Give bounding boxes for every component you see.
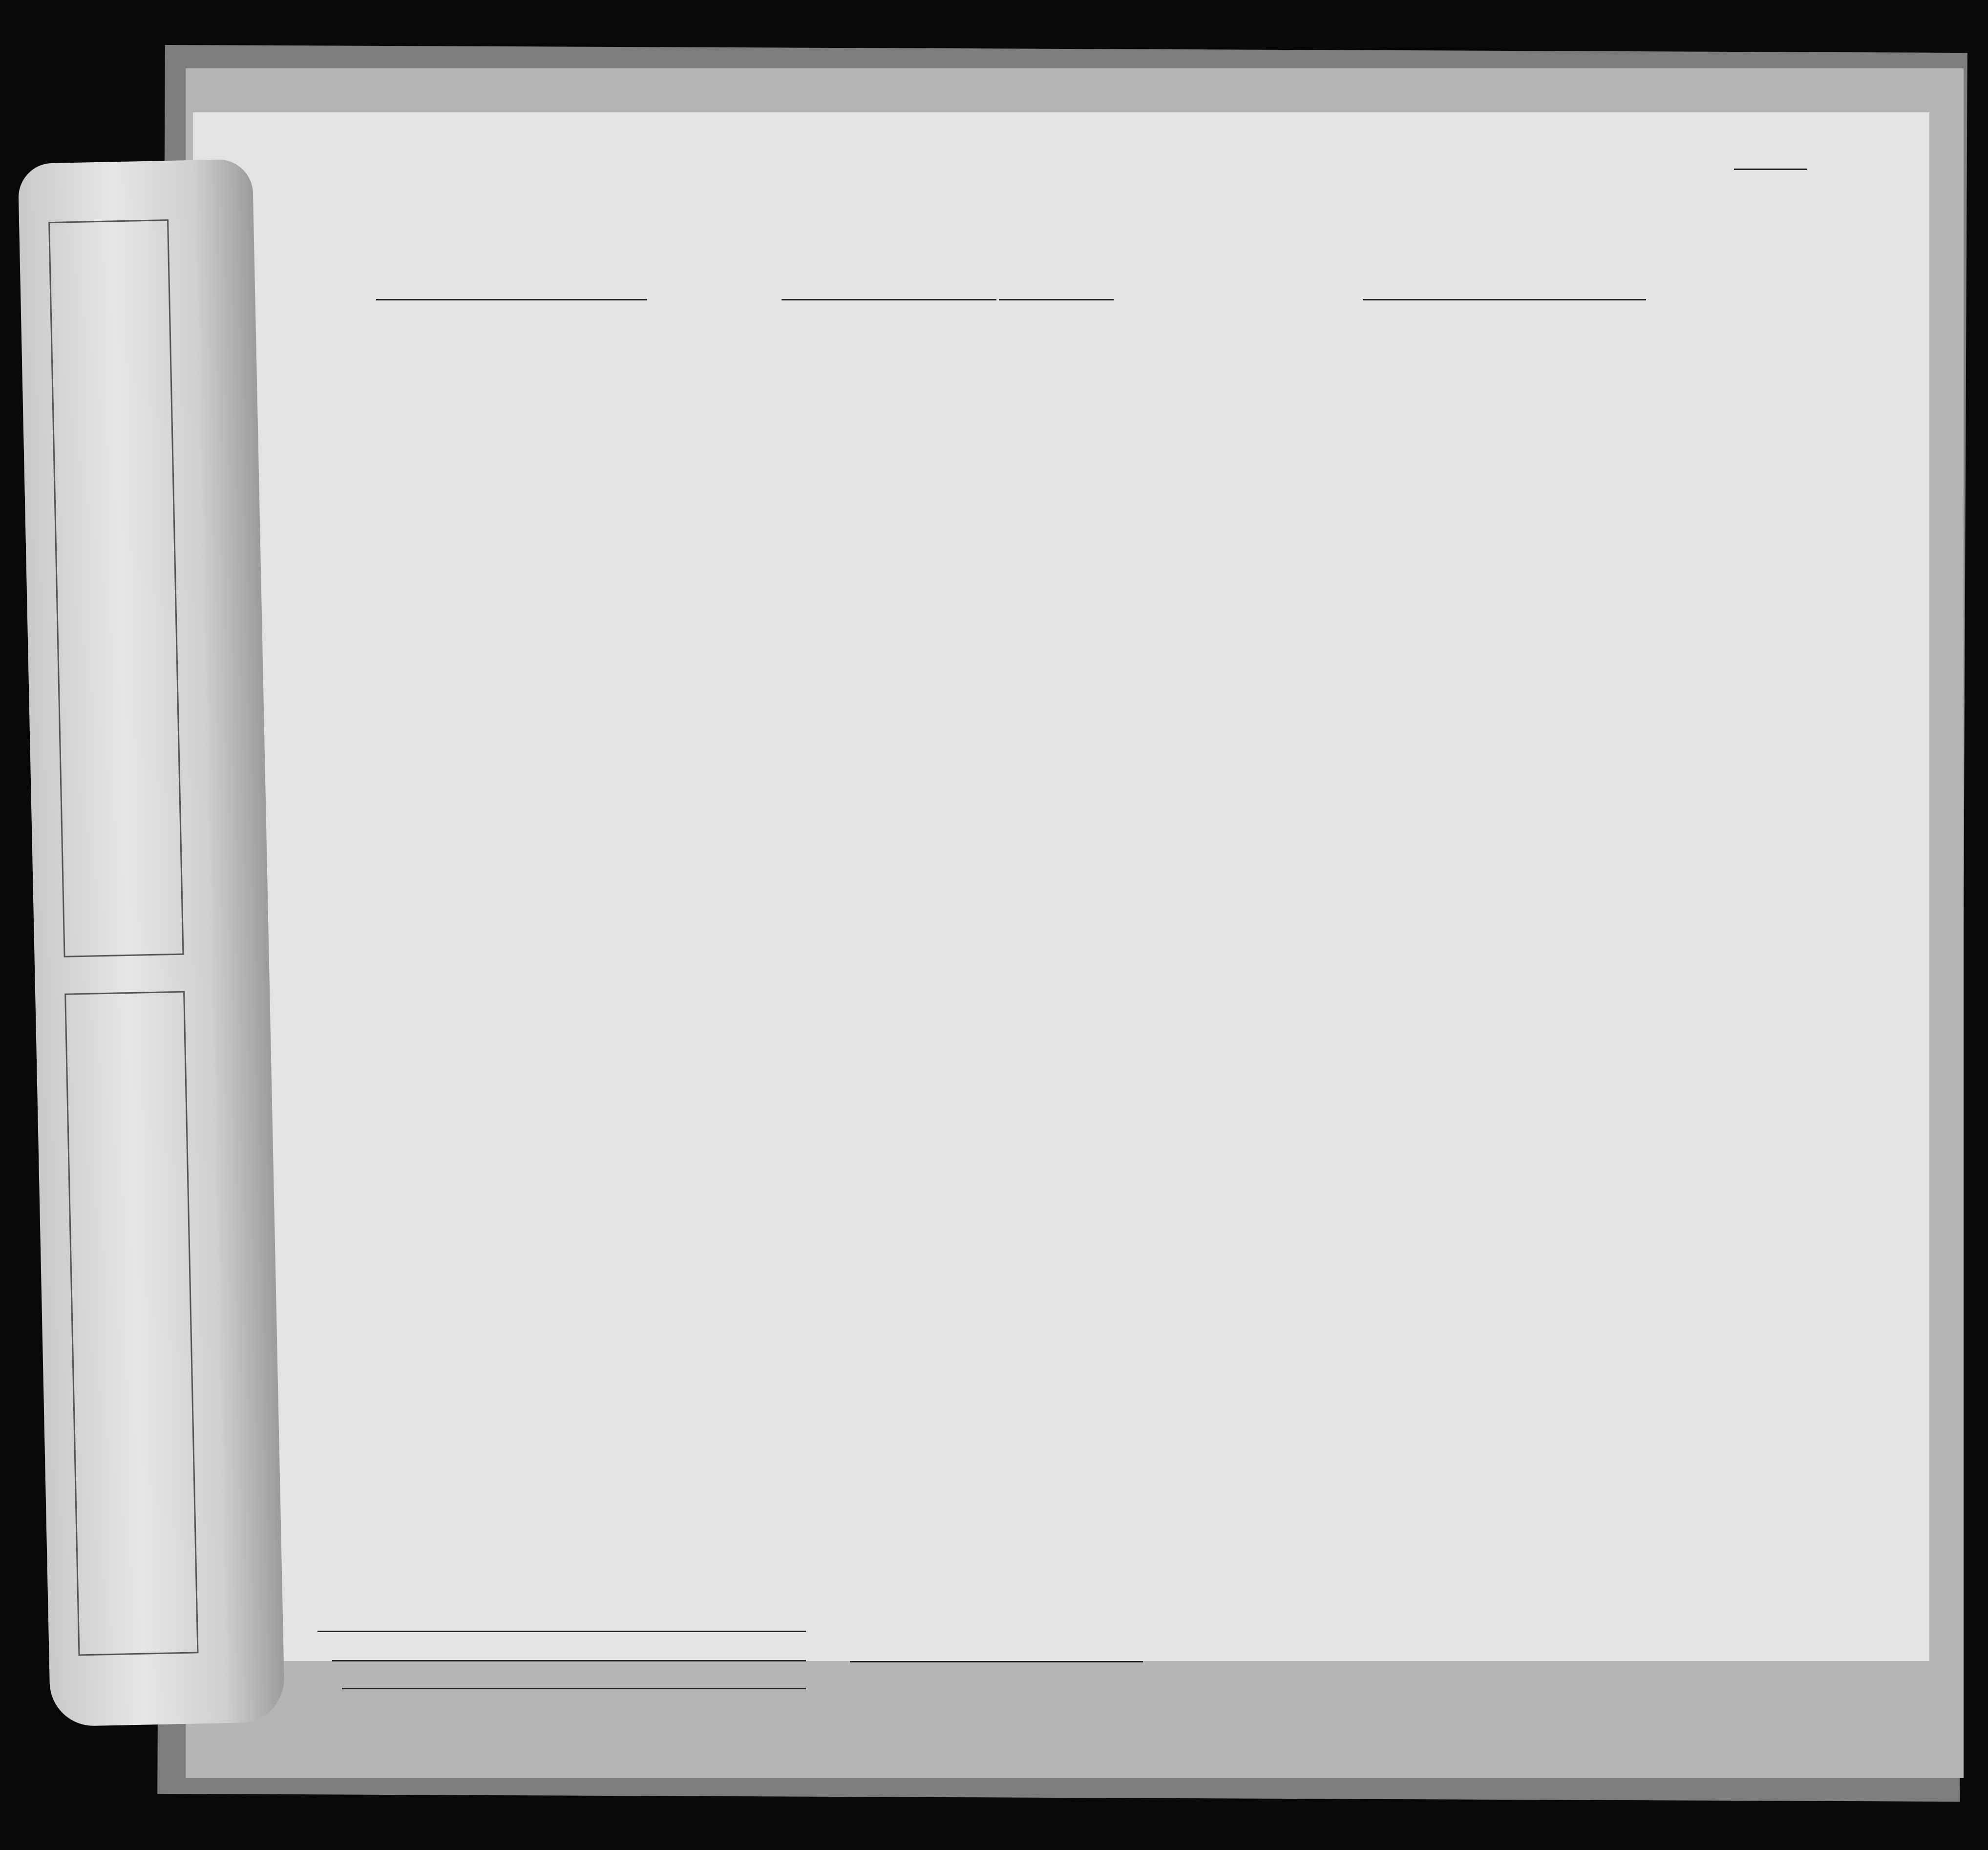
owners-underline [332,1660,806,1661]
agents-underline [342,1688,806,1689]
line-underline [317,1631,806,1632]
signature-line [850,1661,1143,1662]
